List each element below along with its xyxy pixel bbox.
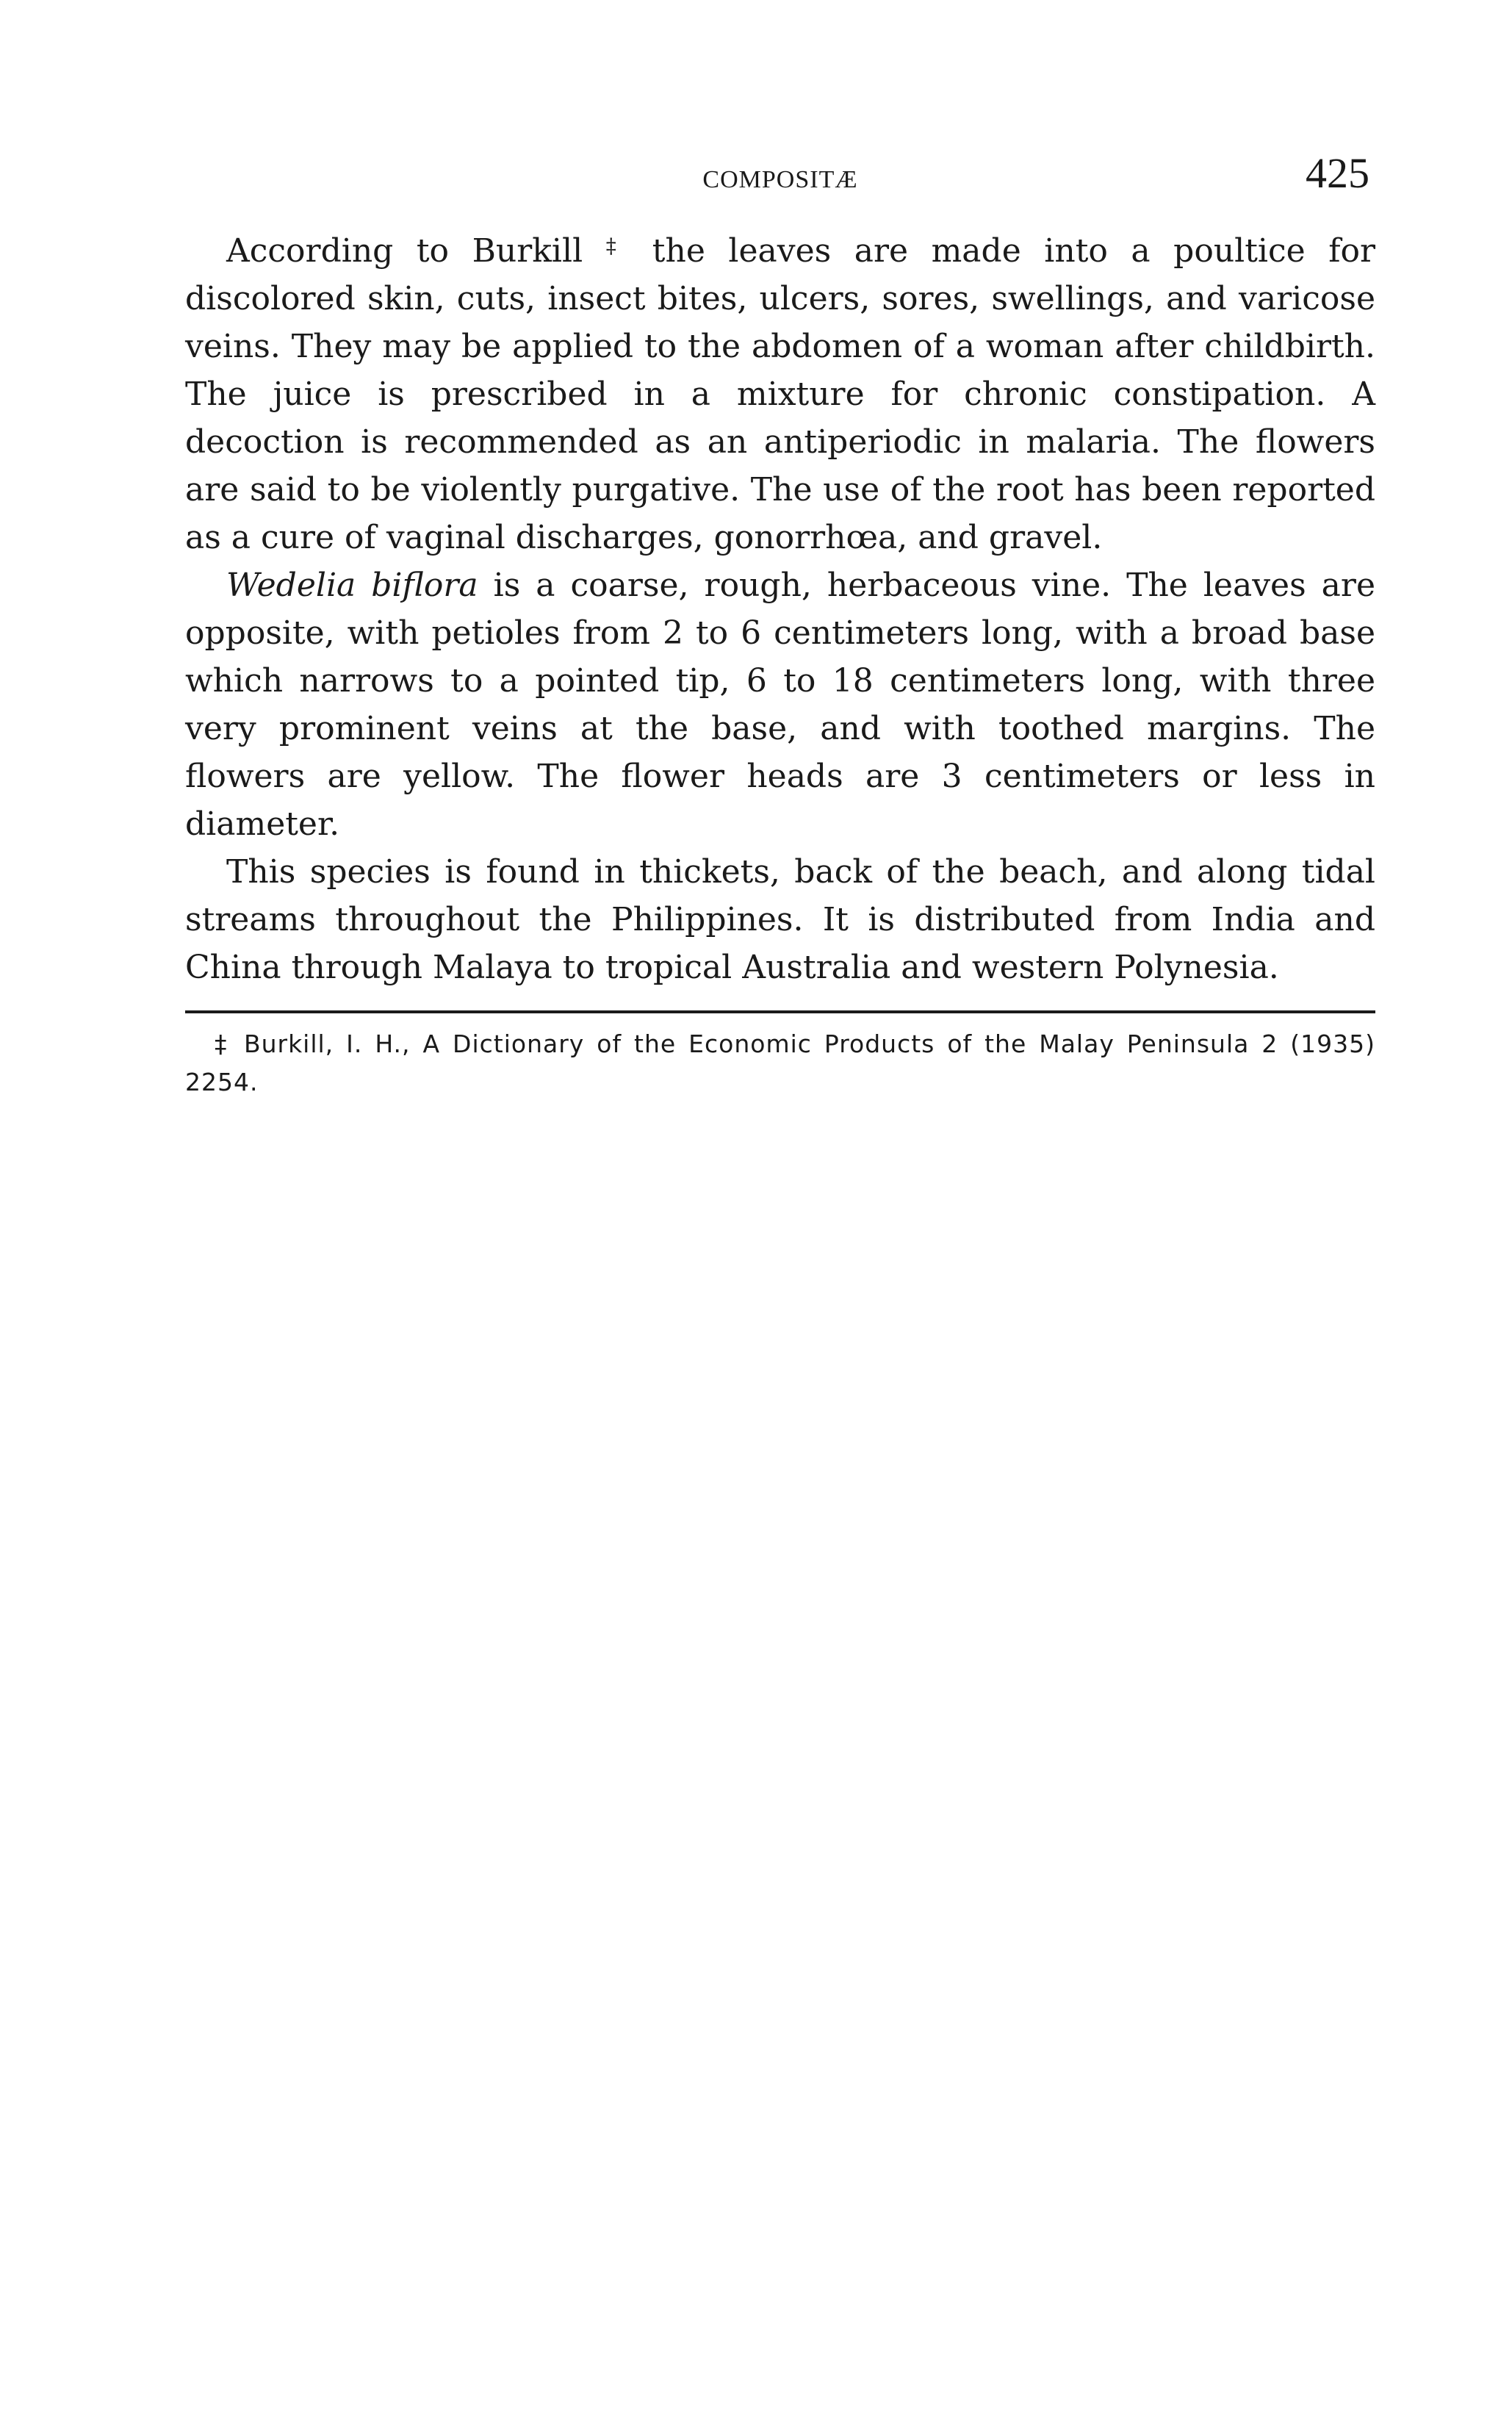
paragraph-wedelia-description [185,561,1375,848]
paragraph-text: is a coarse, rough, herbaceous vine. The leaves are opposite, with petioles from 2 to 6 centimeters long, with a broad base which narrows to a pointed tip, 6 to 18 centimeters long, with three very prominent veins at the base, and with toothed margins. The flowers are yellow. The flower heads are 3 centimeters or less in diameter. [185,567,1375,843]
paragraph-burkill-uses [185,222,1375,561]
section-title: COMPOSITÆ [702,166,858,193]
paragraph-distribution: This species is found in thickets, back of the beach, and along tidal streams throughout the Philippines. It is distributed from India and China through Malaya to tropical Australia and western Polynesia. [185,853,1375,986]
paragraph-text: According to Burkill [226,232,583,270]
paragraph-text: the leaves are made into a poultice for discolored skin, cuts, insect bites, ulcers, sores, swellings, and varicose veins. They may be applied to the abdomen of a woman after childbirth. The juice is prescribed in a mixture for chronic constipation. A decoction is recommended as an antiperiodic in malaria. The flowers are said to be violently purgative. The use of the root has been reported as a cure of vaginal discharges, gonorrhœa, and gravel. [185,232,1376,556]
species-name: Wedelia biflora [226,567,478,604]
book-page [185,147,1375,1102]
running-head [185,147,1375,206]
page-number: 425 [1306,149,1369,197]
footnote-divider [185,1010,1375,1013]
footnote-marker: ‡ [605,234,630,258]
footnote: ‡ Burkill, I. H., A Dictionary of the Economic Products of the Malay Peninsula 2 (1935) 2254. [185,1030,1375,1096]
